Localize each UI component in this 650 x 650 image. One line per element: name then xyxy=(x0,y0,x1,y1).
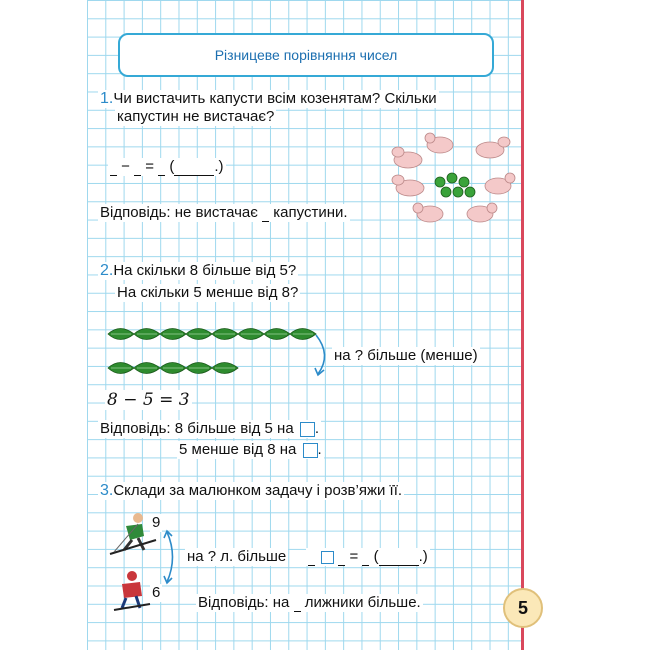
page-title: Різницеве порівняння чисел xyxy=(214,47,398,63)
task1-question-line1: 1.Чи вистачить капусти всім козенятам? Скільки xyxy=(100,90,437,107)
right-margin xyxy=(524,0,650,650)
task3-answer: Відповідь: на лижники більше. xyxy=(198,594,421,611)
task3-answer-blank[interactable] xyxy=(294,597,301,612)
leaves-illustration xyxy=(104,320,319,382)
task1-question-line2: капустин не вистачає? xyxy=(117,108,275,125)
skier-red-icon xyxy=(112,570,152,612)
blank-unit[interactable] xyxy=(174,161,214,176)
task2-answer-box-2[interactable] xyxy=(303,443,318,458)
task3-number: 3. xyxy=(100,482,114,499)
task3-blank-1[interactable] xyxy=(308,551,315,566)
bracket-arrow-icon xyxy=(312,332,334,378)
task3-equation[interactable]: = ( .) xyxy=(306,548,430,566)
task3-blank-2[interactable] xyxy=(338,551,345,566)
left-margin xyxy=(0,0,87,650)
task3-blank-3[interactable] xyxy=(362,551,369,566)
blank-2[interactable] xyxy=(134,161,141,176)
task3-count-bottom: 6 xyxy=(152,584,161,601)
task3-count-top: 9 xyxy=(152,514,161,531)
task1-answer-blank[interactable] xyxy=(262,207,269,222)
title-banner xyxy=(118,33,494,77)
blank-3[interactable] xyxy=(158,161,165,176)
task2-arrow-label: на ? більше (менше) xyxy=(334,347,478,364)
cabbage-icon xyxy=(435,173,475,197)
task3-blank-unit[interactable] xyxy=(379,551,419,566)
task2-number: 2. xyxy=(100,262,114,279)
task2-answer-box-1[interactable] xyxy=(300,422,315,437)
blank-1[interactable] xyxy=(110,161,117,176)
task1-equation[interactable]: − = ( .) xyxy=(108,158,226,176)
task2-question-line1: 2.На скільки 8 більше від 5? xyxy=(100,262,297,279)
goats-cabbages-illustration xyxy=(390,130,520,230)
margin-line xyxy=(521,0,524,650)
task2-answer-line1: Відповідь: 8 більше від 5 на . xyxy=(100,420,320,437)
task2-question-line2: На скільки 5 менше від 8? xyxy=(117,284,299,301)
curved-arrow-icon xyxy=(162,528,180,586)
task1-answer: Відповідь: не вистачає капустини. xyxy=(100,204,348,221)
leaves-row-bottom xyxy=(108,363,238,374)
task2-expression: 8 − 5 = 3 xyxy=(107,390,190,410)
task3-sign-box[interactable] xyxy=(321,551,334,564)
leaves-row-top xyxy=(108,329,316,340)
page-number: 5 xyxy=(503,588,543,628)
task2-answer-line2: 5 менше від 8 на . xyxy=(179,441,322,458)
task1-number: 1. xyxy=(100,90,114,107)
task3-question: 3.Склади за малюнком задачу і розв’яжи її. xyxy=(100,482,403,499)
task3-compare-label: на ? л. більше xyxy=(187,548,287,565)
